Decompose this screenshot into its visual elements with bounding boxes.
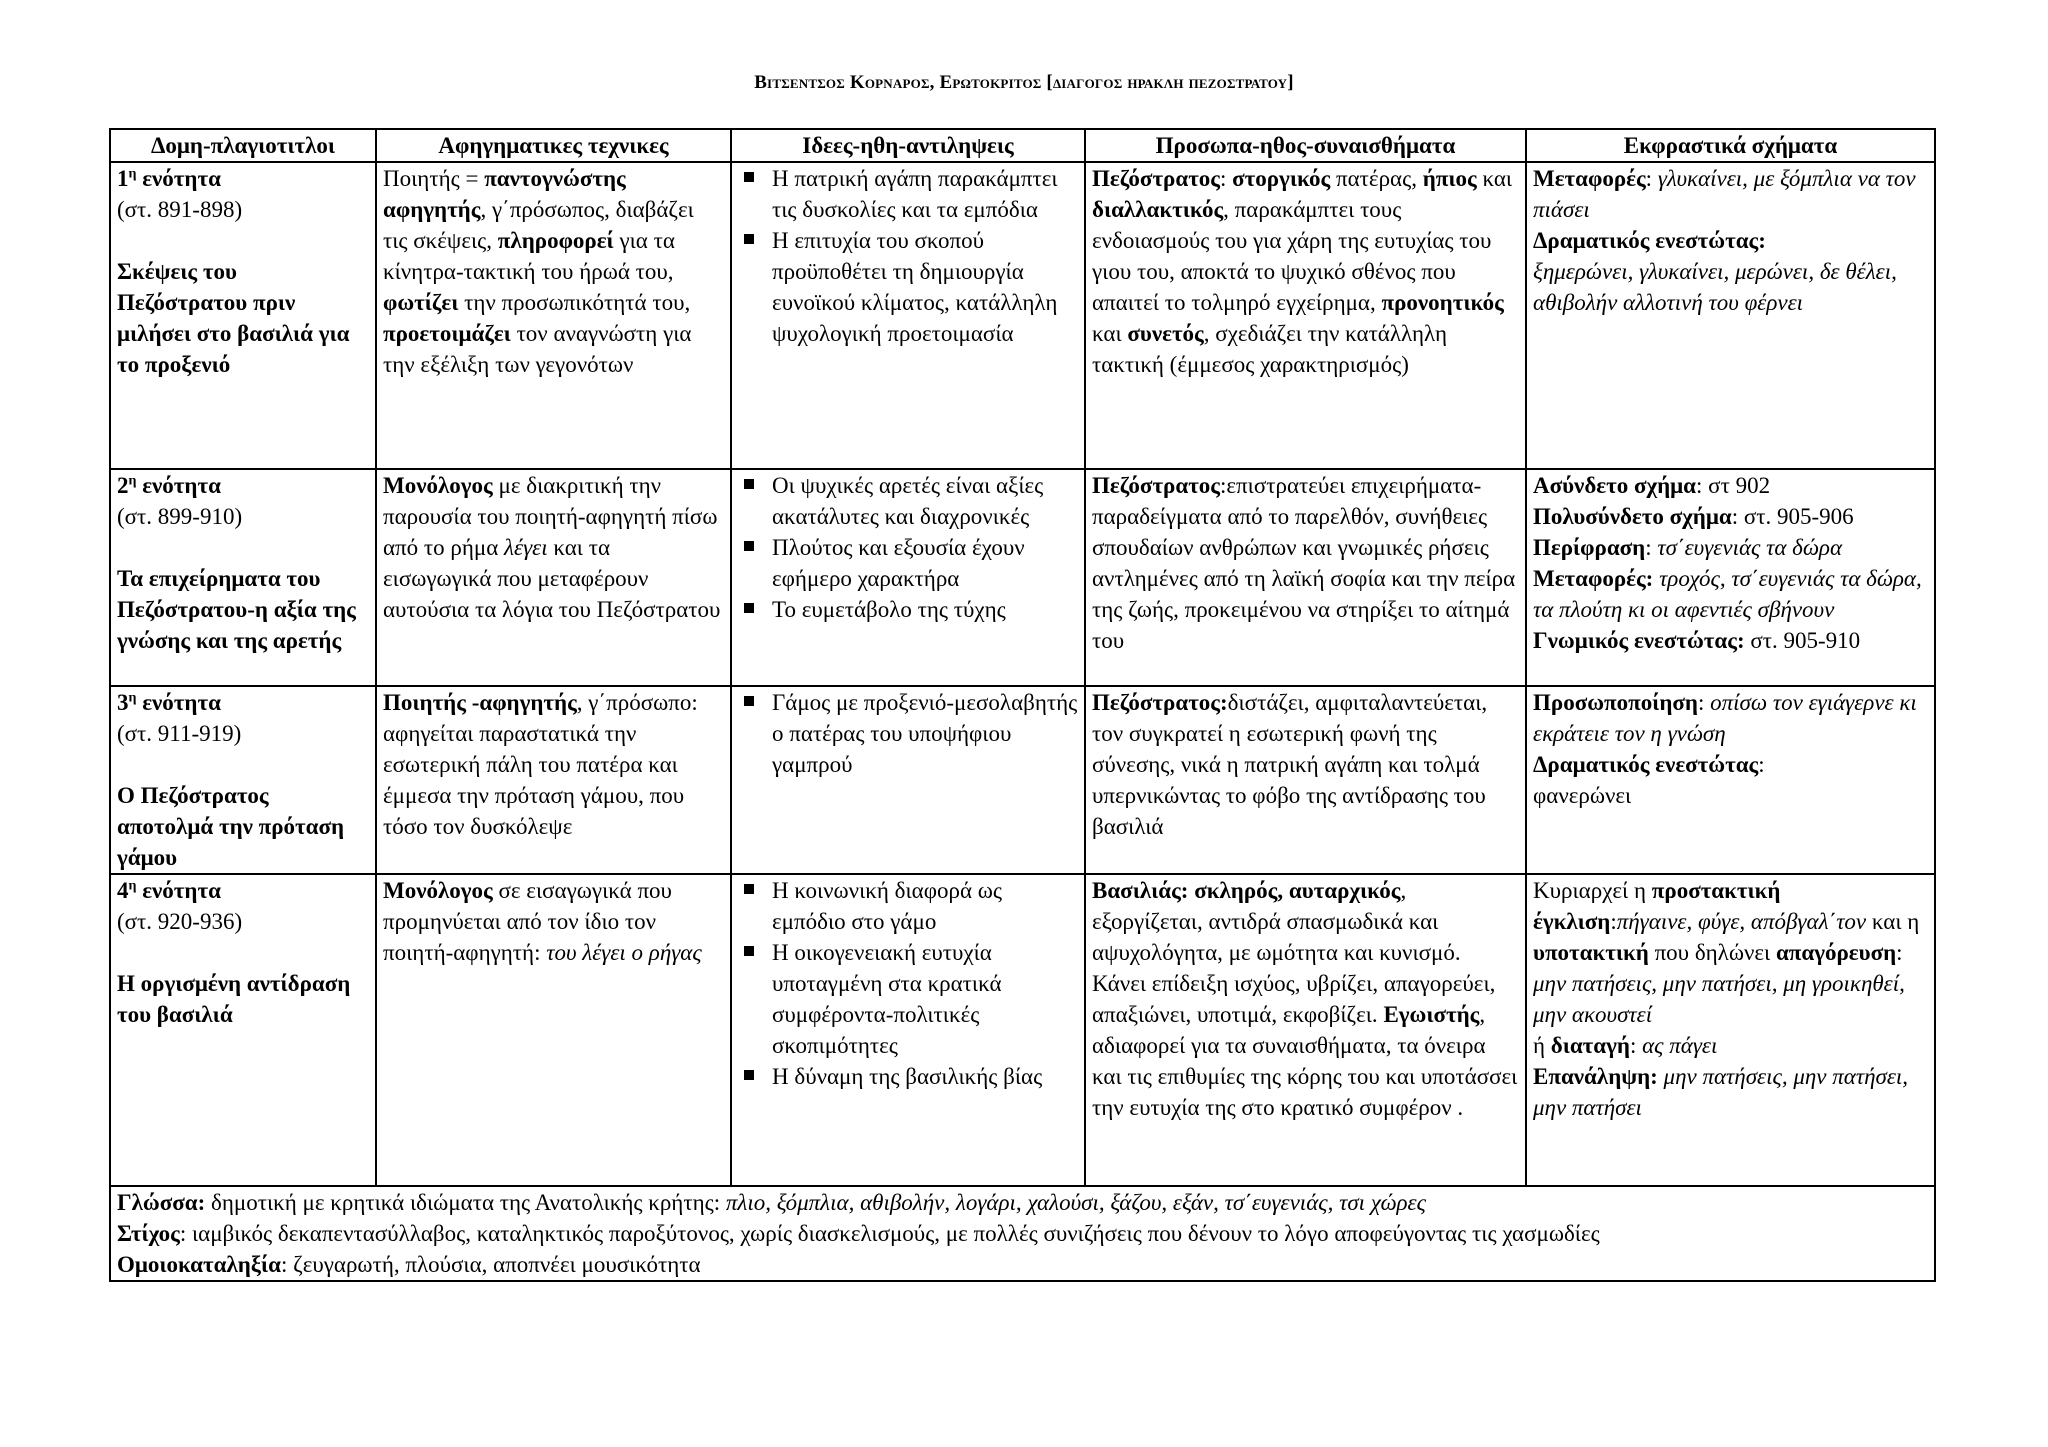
narrative-cell: Μονόλογος σε εισαγωγικά που προμηνύεται από τον ίδιο τον ποιητή-αφηγητή: του λέγει ο ρήγας: [376, 874, 731, 1186]
header-structure: Δομη-πλαγιοτιτλοι: [110, 129, 376, 162]
section-verses: (στ. 920-936): [117, 909, 243, 934]
footer-cell: [110, 1186, 1935, 1281]
expressions-cell: Κυριαρχεί η προστακτική έγκλιση:πήγαινε, φύγε, απόβγαλ΄τον και η υποτακτική που δηλώνει απαγόρευση: μην πατήσεις, μην πατήσει, μη γροικηθεί, μην ακουστεί ή διαταγή: ας πάγει Επανάληψη: μην πατήσεις, μην πατήσει, μην πατήσει: [1526, 874, 1935, 1186]
section-heading: $3^\eta$ ενότητα: [117, 690, 221, 715]
section-verses: (στ. 891-898): [117, 197, 243, 222]
section-subtitle: Τα επιχείρηματα του Πεζόστρατου-η αξία της γνώσης και της αρετής: [117, 566, 356, 653]
ideas-cell: [731, 162, 1085, 469]
persons-cell: Βασιλιάς: σκληρός, αυταρχικός, εξοργίζεται, αντιδρά σπασμωδικά και αψυχολόγητα, με ωμότητα και κυνισμό. Κάνει επίδειξη ισχύος, υβρίζει, απαγορεύει, απαξιώνει, υποτιμά, εκφοβίζει. Εγωιστής, αδιαφορεί για τα συναισθήματα, τα όνειρα και τις επιθυμίες της κόρης του και υποτάσσει την ευτυχία της στο κρατικό συμφέρον .: [1085, 874, 1526, 1186]
list-item: Οι ψυχικές αρετές είναι αξίες ακατάλυτες και διαχρονικές: [738, 470, 1078, 532]
expressions-cell: Προσωποποίηση: οπίσω τον εγιάγερνε κι εκράτειε τον η γνώση Δραματικός ενεστώτας: φανερώνει: [1526, 686, 1935, 874]
ideas-cell: [731, 686, 1085, 874]
narrative-cell: Μονόλογος με διακριτική την παρουσία του ποιητή-αφηγητή πίσω από το ρήμα λέγει και τα εισωγωγικά που μεταφέρουν αυτούσια τα λόγια του Πεζόστρατου: [376, 469, 731, 686]
document-title: Βιτσεντσος Κορναρος, Ερωτοκριτος [διαγογος ηρακλη πεζοστρατου]: [754, 72, 1294, 93]
section-subtitle: Ο Πεζόστρατος αποτολμά την πρόταση γάμου: [117, 783, 345, 870]
header-row: [110, 129, 1935, 162]
section-verses: (στ. 899-910): [117, 504, 243, 529]
section-subtitle: Σκέψεις του Πεζόστρατου πριν μιλήσει στο βασιλιά για το προξενιό: [117, 259, 350, 377]
section-heading: $4^\eta$ ενότητα: [117, 878, 221, 903]
section-heading: $2^\eta$ ενότητα: [117, 473, 221, 498]
analysis-table: [109, 128, 1936, 1282]
header-expressions: Εκφραστικά σχήματα: [1526, 129, 1935, 162]
expressions-cell: Ασύνδετο σχήμα: στ 902 Πολυσύνδετο σχήμα: στ. 905-906 Περίφραση: τσ΄ευγενιάς τα δώρα Μεταφορές: τροχός, τσ΄ευγενιάς τα δώρα, τα πλούτη κι οι αφεντιές σβήνουν Γνωμικός ενεστώτας: στ. 905-910: [1526, 469, 1935, 686]
narrative-cell: Ποιητής -αφηγητής, γ΄πρόσωπο: αφηγείται παραστατικά την εσωτερική πάλη του πατέρα και έμμεσα την πρόταση γάμου, που τόσο τον δυσκόλεψε: [376, 686, 731, 874]
persons-cell: Πεζόστρατος:επιστρατεύει επιχειρήματα-παραδείγματα από το παρελθόν, συνήθειες σπουδαίων ανθρώπων και γνωμικές ρήσεις αντλημένες από τη λαϊκή σοφία και την πείρα της ζωής, προκειμένου να στηρίξει το αίτημά του: [1085, 469, 1526, 686]
footer-row: [110, 1186, 1935, 1281]
structure-cell: [110, 874, 376, 1186]
list-item: Η δύναμη της βασιλικής βίας: [738, 1061, 1078, 1092]
header-persons: Προσωπα-ηθος-συναισθήματα: [1085, 129, 1526, 162]
persons-cell: Πεζόστρατος: στοργικός πατέρας, ήπιος και διαλλακτικός, παρακάμπτει τους ενδοιασμούς του για χάρη της ευτυχίας του γιου του, αποκτά το ψυχικό σθένος που απαιτεί το τολμηρό εγχείρημα, προνοητικός και συνετός, σχεδιάζει την κατάλληλη τακτική (έμμεσος χαρακτηρισμός): [1085, 162, 1526, 469]
section-verses: (στ. 911-919): [117, 721, 242, 746]
narrative-cell: Ποιητής = παντογνώστης αφηγητής, γ΄πρόσωπος, διαβάζει τις σκέψεις, πληροφορεί για τα κίνητρα-τακτική του ήρωά του, φωτίζει την προσωπικότητά του, προετοιμάζει τον αναγνώστη για την εξέλιξη των γεγονότων: [376, 162, 731, 469]
list-item: Γάμος με προξενιό-μεσολαβητής ο πατέρας του υποψήφιου γαμπρού: [738, 687, 1078, 780]
table-row: [110, 162, 1935, 469]
rhyme-line: Ομοιοκαταληξία: ζευγαρωτή, πλούσια, αποπνέει μουσικότητα: [117, 1252, 701, 1277]
ideas-cell: [731, 469, 1085, 686]
list-item: Η επιτυχία του σκοπού προϋποθέτει τη δημιουργία ευνοϊκού κλίματος, κατάλληλη ψυχολογική προετοιμασία: [738, 225, 1078, 349]
section-heading: $1^\eta$ ενότητα: [117, 166, 221, 191]
persons-cell: Πεζόστρατος:διστάζει, αμφιταλαντεύεται, τον συγκρατεί η εσωτερική φωνή της σύνεσης, νικά η πατρική αγάπη και τολμά υπερνικώντας το φόβο της αντίδρασης του βασιλιά: [1085, 686, 1526, 874]
section-subtitle: Η οργισμένη αντίδραση του βασιλιά: [117, 971, 351, 1027]
table-row: [110, 469, 1935, 686]
list-item: Το ευμετάβολο της τύχης: [738, 594, 1078, 625]
verse-line: Στίχος: ιαμβικός δεκαπεντασύλλαβος, καταληκτικός παροξύτονος, χωρίς διασκελισμούς, με πολλές συνιζήσεις που δένουν το λόγο αποφεύγοντας τις χασμωδίες: [117, 1221, 1600, 1246]
header-narrative: Αφηγηματικες τεχνικες: [376, 129, 731, 162]
table-row: [110, 686, 1935, 874]
table-row: [110, 874, 1935, 1186]
language-line: Γλώσσα: δημοτική με κρητικά ιδιώματα της Ανατολικής κρήτης: πλιο, ξόμπλια, αθιβολήν, λογάρι, χαλούσι, ξάζου, εξάν, τσ΄ευγενιάς, τσι χώρες: [117, 1190, 1426, 1215]
list-item: Πλούτος και εξουσία έχουν εφήμερο χαρακτήρα: [738, 532, 1078, 594]
list-item: Η οικογενειακή ευτυχία υποταγμένη στα κρατικά συμφέροντα-πολιτικές σκοπιμότητες: [738, 937, 1078, 1061]
structure-cell: [110, 469, 376, 686]
expressions-cell: Μεταφορές: γλυκαίνει, με ξόμπλια να τον πιάσει Δραματικός ενεστώτας: ξημερώνει, γλυκαίνει, μερώνει, δε θέλει, αθιβολήν αλλοτινή του φέρνει: [1526, 162, 1935, 469]
structure-cell: [110, 686, 376, 874]
structure-cell: [110, 162, 376, 469]
header-ideas: Ιδεες-ηθη-αντιληψεις: [731, 129, 1085, 162]
list-item: Η πατρική αγάπη παρακάμπτει τις δυσκολίες και τα εμπόδια: [738, 163, 1078, 225]
ideas-cell: [731, 874, 1085, 1186]
list-item: Η κοινωνική διαφορά ως εμπόδιο στο γάμο: [738, 875, 1078, 937]
